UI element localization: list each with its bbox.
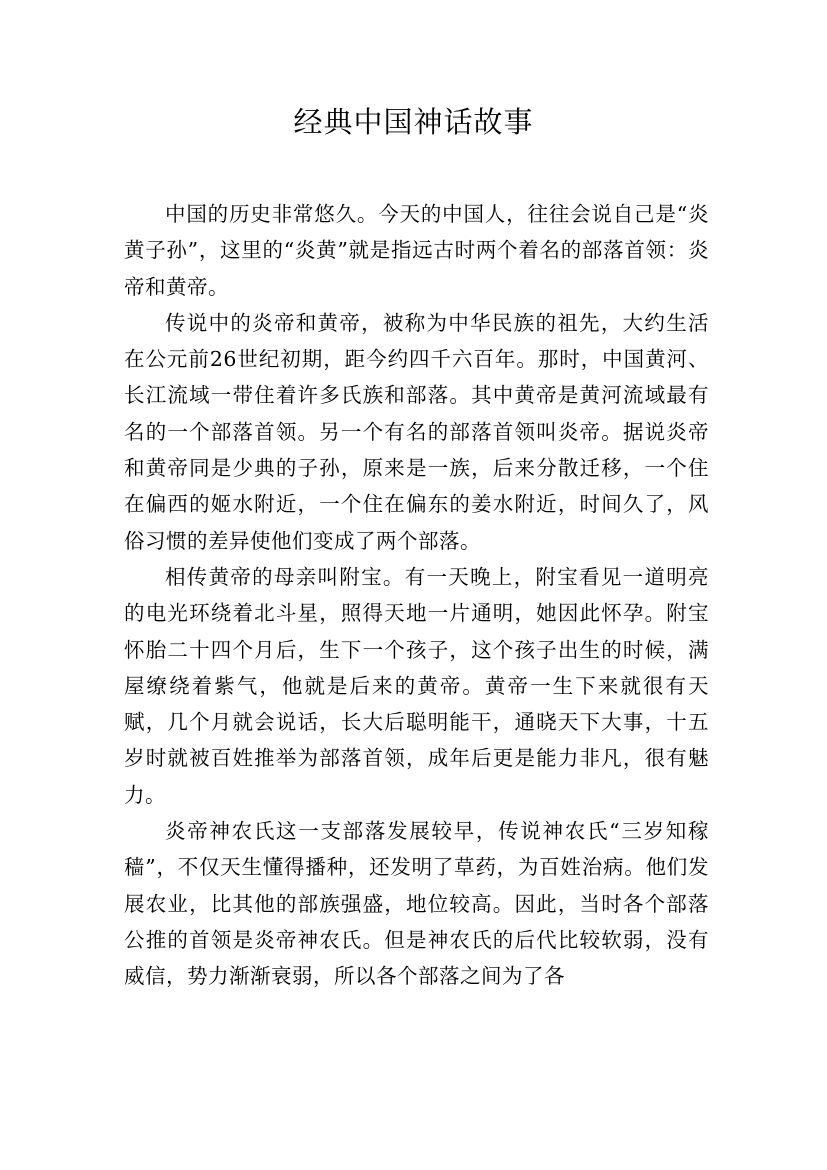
paragraph: 传说中的炎帝和黄帝，被称为中华民族的祖先，大约生活在公元前26世纪初期，距今约四千六百年。那时，中国黄河、长江流域一带住着许多氏族和部落。其中黄帝是黄河流域最有名的一个部落首领。另一个有名的部落首领叫炎帝。据说炎帝和黄帝同是少典的子孙，原来是一族，后来分散迁移，一个住在偏西的姬水附近，一个住在偏东的姜水附近，时间久了，风俗习惯的差异使他们变成了两个部落。 (124, 310, 709, 553)
paragraph: 相传黄帝的母亲叫附宝。有一天晚上，附宝看见一道明亮的电光环绕着北斗星，照得天地一片通明，她因此怀孕。附宝怀胎二十四个月后，生下一个孩子，这个孩子出生的时候，满屋缭绕着紫气，他就是后来的黄帝。黄帝一生下来就很有天赋，几个月就会说话，长大后聪明能干，通晓天下大事，十五岁时就被百姓推举为部落首领，成年后更是能力非凡，很有魅力。 (124, 564, 709, 807)
document-title: 经典中国神话故事 (293, 105, 534, 139)
document-body (124, 196, 709, 995)
paragraph: 炎帝神农氏这一支部落发展较早，传说神农氏“三岁知稼穑”，不仅天生懂得播种，还发明了草药，为百姓治病。他们发展农业，比其他的部族强盛，地位较高。因此，当时各个部落公推的首领是炎帝神农氏。但是神农氏的后代比较软弱，没有威信，势力渐渐衰弱，所以各个部落之间为了各 (124, 819, 709, 989)
paragraph: 中国的历史非常悠久。今天的中国人，往往会说自己是“炎黄子孙”，这里的“炎黄”就是指远古时两个着名的部落首领：炎帝和黄帝。 (124, 202, 709, 299)
